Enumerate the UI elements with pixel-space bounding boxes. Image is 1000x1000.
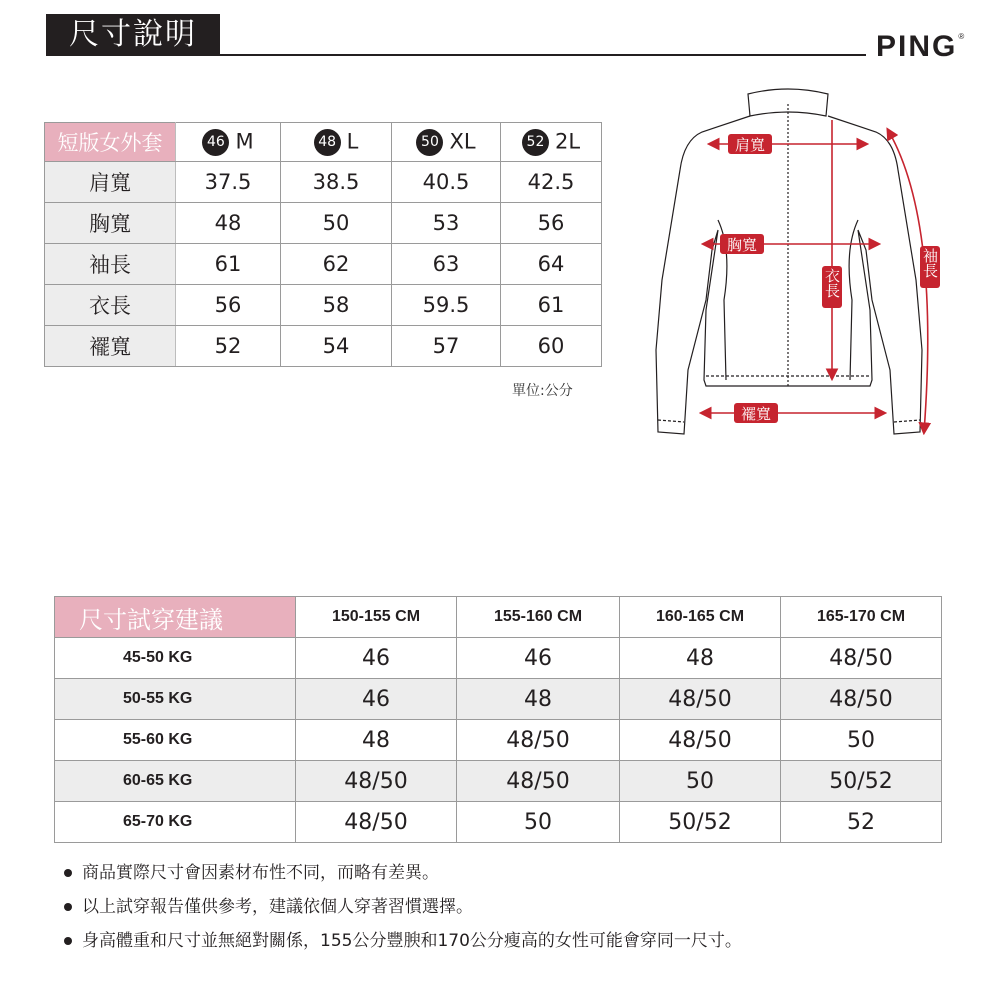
table-cell: 56	[501, 203, 602, 244]
table-row	[55, 802, 942, 843]
weight-label: 45-50 KG	[55, 638, 296, 679]
table-cell: 58	[281, 285, 392, 326]
note-item: 身高體重和尺寸並無絕對關係，155公分豐腴和170公分瘦高的女性可能會穿同一尺寸。	[60, 924, 742, 958]
unit-note: 單位:公分	[512, 383, 573, 399]
size-table-corner: 短版女外套	[45, 123, 176, 162]
size-col-l	[281, 123, 392, 162]
shoulder-tag	[728, 134, 772, 154]
chest-tag	[720, 234, 764, 254]
weight-label: 55-60 KG	[55, 720, 296, 761]
size-table	[44, 122, 602, 367]
size-label: M	[235, 129, 254, 153]
size-label: L	[346, 129, 359, 153]
table-row	[45, 285, 602, 326]
table-row	[55, 720, 942, 761]
fit-table-header	[55, 597, 942, 638]
table-row	[45, 244, 602, 285]
table-cell: 57	[392, 326, 501, 367]
length-tag	[822, 266, 842, 308]
table-cell: 61	[176, 244, 281, 285]
table-cell: 48/50	[457, 720, 620, 761]
row-label: 袖長	[45, 244, 176, 285]
size-badge: 52	[522, 129, 549, 156]
table-cell: 50/52	[781, 761, 942, 802]
table-cell: 52	[781, 802, 942, 843]
table-cell: 37.5	[176, 162, 281, 203]
table-cell: 48	[620, 638, 781, 679]
table-cell: 48/50	[296, 761, 457, 802]
table-cell: 56	[176, 285, 281, 326]
row-label: 衣長	[45, 285, 176, 326]
sleeve-tag	[920, 246, 940, 288]
chest-label: 胸寬	[726, 236, 758, 254]
page-title: 尺寸說明	[46, 14, 220, 56]
size-badge: 50	[416, 129, 443, 156]
fit-table-corner: 尺寸試穿建議	[55, 597, 296, 638]
table-cell: 48/50	[457, 761, 620, 802]
table-cell: 40.5	[392, 162, 501, 203]
table-row	[55, 679, 942, 720]
table-cell: 63	[392, 244, 501, 285]
row-label: 肩寬	[45, 162, 176, 203]
table-cell: 64	[501, 244, 602, 285]
size-col-m	[176, 123, 281, 162]
table-cell: 48/50	[781, 679, 942, 720]
weight-label: 65-70 KG	[55, 802, 296, 843]
weight-label: 50-55 KG	[55, 679, 296, 720]
table-cell: 38.5	[281, 162, 392, 203]
height-col: 150-155 CM	[296, 597, 457, 638]
table-cell: 48/50	[620, 679, 781, 720]
table-cell: 42.5	[501, 162, 602, 203]
size-table-header	[45, 123, 602, 162]
note-item: 以上試穿報告僅供參考，建議依個人穿著習慣選擇。	[60, 890, 742, 924]
fit-table	[54, 596, 942, 843]
table-cell: 50	[457, 802, 620, 843]
jacket-outline	[656, 89, 922, 434]
table-row	[55, 761, 942, 802]
height-col: 155-160 CM	[457, 597, 620, 638]
hem-tag	[734, 403, 778, 423]
table-cell: 50	[781, 720, 942, 761]
size-label: 2L	[554, 129, 581, 153]
sleeve-label: 袖長	[921, 248, 939, 278]
row-label: 胸寬	[45, 203, 176, 244]
table-cell: 60	[501, 326, 602, 367]
table-cell: 52	[176, 326, 281, 367]
table-row	[45, 326, 602, 367]
table-cell: 46	[296, 638, 457, 679]
size-col-xl	[392, 123, 501, 162]
size-badge: 46	[202, 129, 229, 156]
table-cell: 48/50	[620, 720, 781, 761]
row-label: 襬寬	[45, 326, 176, 367]
table-cell: 48	[176, 203, 281, 244]
table-row	[45, 162, 602, 203]
table-cell: 46	[296, 679, 457, 720]
table-cell: 48/50	[296, 802, 457, 843]
table-cell: 48	[457, 679, 620, 720]
weight-label: 60-65 KG	[55, 761, 296, 802]
jacket-diagram	[640, 80, 960, 450]
table-cell: 50	[620, 761, 781, 802]
hem-label: 襬寬	[740, 405, 772, 423]
table-cell: 53	[392, 203, 501, 244]
height-col: 160-165 CM	[620, 597, 781, 638]
table-cell: 48	[296, 720, 457, 761]
shoulder-label: 肩寬	[734, 136, 766, 154]
size-badge: 48	[314, 129, 341, 156]
table-row	[55, 638, 942, 679]
table-cell: 54	[281, 326, 392, 367]
brand-logo	[876, 30, 966, 64]
length-label: 衣長	[823, 268, 841, 298]
brand-name: PING	[876, 30, 958, 63]
table-cell: 46	[457, 638, 620, 679]
table-cell: 59.5	[392, 285, 501, 326]
table-cell: 61	[501, 285, 602, 326]
measure-arrows	[702, 120, 928, 432]
size-label: XL	[449, 129, 476, 153]
note-item: 商品實際尺寸會因素材布性不同，而略有差異。	[60, 856, 742, 890]
size-col-2l	[501, 123, 602, 162]
table-cell: 50/52	[620, 802, 781, 843]
notes-list	[60, 856, 742, 958]
table-cell: 50	[281, 203, 392, 244]
table-cell: 62	[281, 244, 392, 285]
height-col: 165-170 CM	[781, 597, 942, 638]
table-cell: 48/50	[781, 638, 942, 679]
table-row	[45, 203, 602, 244]
registered-mark: ®	[958, 32, 967, 41]
title-divider	[46, 54, 866, 56]
